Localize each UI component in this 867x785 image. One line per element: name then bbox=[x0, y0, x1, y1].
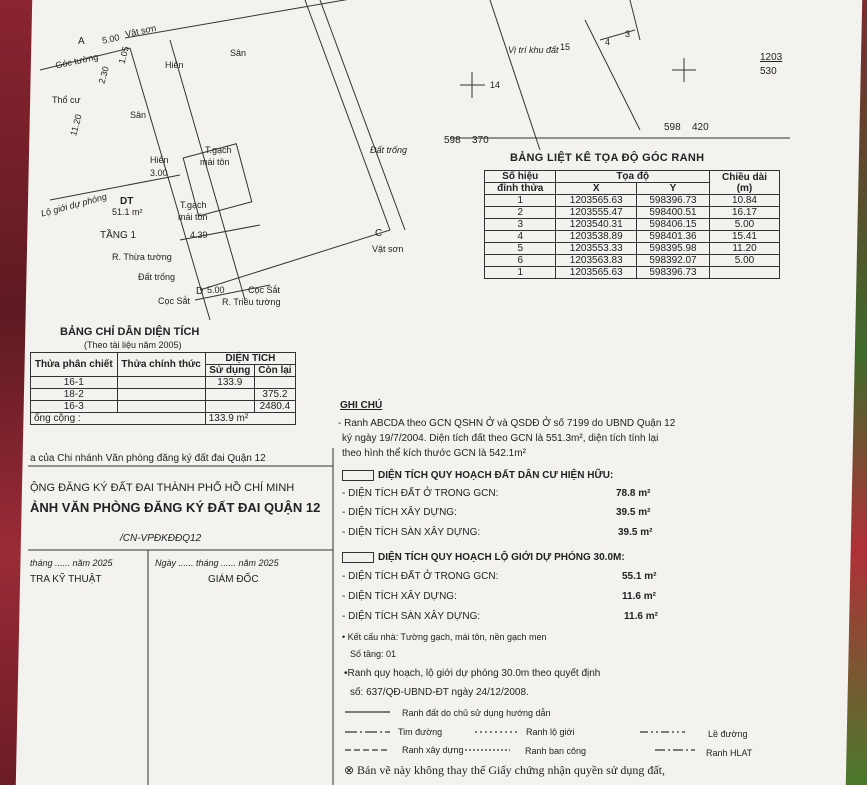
signer-title: GIÁM ĐỐC bbox=[208, 574, 259, 585]
planning-title: DIỆN TÍCH QUY HOẠCH LỘ GIỚI DỰ PHÓNG 30.0M: bbox=[342, 552, 625, 563]
map-label: 5.00 bbox=[101, 32, 121, 46]
office-line: ẢNH VĂN PHÒNG ĐĂNG KÝ ĐẤT ĐAI QUẬN 12 bbox=[30, 500, 321, 515]
map-label: R. Triều tường bbox=[222, 297, 281, 307]
table-row: 1 1203565.63 598396.73 10.84 bbox=[485, 195, 780, 207]
planning-label: - DIỆN TÍCH ĐẤT Ở TRONG GCN: bbox=[342, 488, 499, 499]
grid-coord: 598 bbox=[444, 135, 461, 146]
coord-header: đỉnh thửa bbox=[485, 183, 556, 195]
map-label: Cọc Sắt bbox=[248, 285, 281, 295]
sheet-ref-num: 1203 bbox=[760, 52, 783, 63]
coord-header: X bbox=[556, 183, 637, 195]
map-label: DT bbox=[120, 196, 134, 207]
legend-label: Ranh xây dựng bbox=[402, 745, 464, 755]
map-label: 11.20 bbox=[68, 113, 84, 137]
notes-title: GHI CHÚ bbox=[340, 400, 383, 411]
footer-note: ⊗ Bản vẽ này không thay thế Giấy chứng nhận quyền sử dụng đất, bbox=[344, 763, 665, 777]
parcel-number: 15 bbox=[560, 42, 571, 52]
map-label: 4.39 bbox=[190, 230, 208, 240]
legend-box bbox=[342, 552, 374, 563]
map-label: Hiên bbox=[150, 155, 169, 165]
area-table-title: BẢNG CHỈ DẪN DIỆN TÍCH bbox=[60, 326, 200, 338]
parcel-number: 3 bbox=[625, 29, 631, 39]
note-line: - Ranh ABCDA theo GCN QSHN Ở và QSDĐ Ở số 7199 do UBND Quận 12 bbox=[338, 418, 676, 429]
note-line: ký ngày 19/7/2004. Diện tích đất theo GCN là 551.3m², diện tích tính lại bbox=[342, 433, 659, 444]
table-row: ống cộng : 133.9 m² bbox=[31, 413, 296, 425]
area-table-subtitle: (Theo tài liệu năm 2005) bbox=[84, 340, 182, 350]
grid-coord: 598 bbox=[664, 122, 681, 133]
note-line: số: 637/QĐ-UBND-ĐT ngày 24/12/2008. bbox=[350, 687, 529, 698]
coord-header: Tọa độ bbox=[556, 171, 710, 183]
map-label: Thổ cư bbox=[52, 95, 81, 105]
signer-title: TRA KỸ THUẬT bbox=[30, 574, 102, 585]
planning-value: 39.5 m² bbox=[616, 507, 651, 518]
vertex-label: C bbox=[375, 228, 383, 239]
planning-value: 39.5 m² bbox=[618, 527, 653, 538]
legend-box bbox=[342, 470, 374, 481]
parcel-number: 14 bbox=[490, 80, 501, 90]
signature-frame bbox=[28, 448, 338, 785]
legend-label: Lề đường bbox=[708, 729, 748, 739]
coord-header: Y bbox=[636, 183, 709, 195]
table-row: 2 1203555.47 598400.51 16.17 bbox=[485, 207, 780, 219]
planning-value: 11.6 m² bbox=[622, 591, 656, 602]
legend-label: Tim đường bbox=[398, 727, 443, 737]
table-row: 5 1203553.33 598395.98 11.20 bbox=[485, 243, 780, 255]
legend-label: Ranh đất do chủ sử dụng hướng dẫn bbox=[402, 708, 551, 718]
area-header: Thửa chính thức bbox=[117, 353, 205, 377]
map-label: R. Thừa tường bbox=[112, 252, 172, 262]
legend-label: Ranh lộ giới bbox=[526, 727, 575, 737]
table-row: 18-2 375.2 bbox=[31, 389, 296, 401]
date-line: tháng ...... năm 2025 bbox=[30, 558, 113, 568]
coord-header: Chiều dài (m) bbox=[709, 171, 779, 195]
planning-label: - DIỆN TÍCH SÀN XÂY DỰNG: bbox=[342, 611, 481, 622]
table-row: 4 1203538.89 598401.36 15.41 bbox=[485, 231, 780, 243]
map-label: mái tôn bbox=[178, 212, 208, 222]
planning-label: - DIỆN TÍCH XÂY DỰNG: bbox=[342, 507, 457, 518]
planning-value: 78.8 m² bbox=[616, 488, 651, 499]
map-label: Hiên bbox=[165, 60, 184, 70]
map-label: mái tôn bbox=[200, 157, 230, 167]
legend-label: Ranh HLAT bbox=[706, 748, 753, 758]
area-header: Còn lại bbox=[254, 365, 295, 377]
sheet-ref-den: 530 bbox=[760, 66, 777, 77]
planning-title: DIỆN TÍCH QUY HOẠCH ĐẤT DÂN CƯ HIỆN HỮU: bbox=[342, 470, 613, 481]
coord-table bbox=[484, 170, 780, 279]
map-label: Vật sơn bbox=[372, 244, 404, 254]
note-line: theo hình thể kích thước GCN là 542.1m² bbox=[342, 448, 526, 459]
table-row: 16-3 2480.4 bbox=[31, 401, 296, 413]
vertex-label: D bbox=[196, 286, 204, 297]
planning-label: - DIỆN TÍCH ĐẤT Ở TRONG GCN: bbox=[342, 571, 499, 582]
map-label: Đất trống bbox=[370, 145, 408, 155]
office-line: /CN-VPĐKĐĐQ12 bbox=[120, 533, 202, 544]
area-header: Sử dụng bbox=[205, 365, 254, 377]
note-line: •Ranh quy hoạch, lộ giới dự phóng 30.0m theo quyết định bbox=[344, 668, 601, 679]
coord-table-title: BẢNG LIỆT KÊ TỌA ĐỘ GÓC RANH bbox=[510, 152, 705, 164]
office-line: ỘNG ĐĂNG KÝ ĐẤT ĐAI THÀNH PHỐ HỒ CHÍ MINH bbox=[30, 482, 295, 494]
grid-coord: 370 bbox=[472, 135, 489, 146]
table-row: 3 1203540.31 598406.15 5.00 bbox=[485, 219, 780, 231]
map-label: Đất trống bbox=[138, 272, 176, 282]
map-label: Góc tường bbox=[54, 51, 100, 71]
map-label: TẦNG 1 bbox=[100, 230, 137, 241]
location-map bbox=[440, 0, 800, 150]
map-label: T.gạch bbox=[205, 145, 232, 155]
map-label: 5.00 bbox=[207, 285, 225, 295]
planning-value: 11.6 m² bbox=[624, 611, 658, 622]
note-line: • Kết cấu nhà: Tường gạch, mái tôn, nền gạch men bbox=[342, 632, 547, 642]
parcel-number: 4 bbox=[605, 37, 611, 47]
map-label: Sân bbox=[130, 110, 147, 120]
map-label: 2.30 bbox=[96, 65, 111, 85]
location-label: Vị trí khu đất bbox=[508, 45, 559, 55]
vertex-label: A bbox=[78, 36, 85, 47]
planning-label: - DIỆN TÍCH XÂY DỰNG: bbox=[342, 591, 457, 602]
table-row: 16-1 133.9 bbox=[31, 377, 296, 389]
map-label: Vật sơn bbox=[124, 22, 158, 40]
planning-label: - DIỆN TÍCH SÀN XÂY DỰNG: bbox=[342, 527, 481, 538]
area-table bbox=[30, 352, 296, 425]
table-row: 1 1203565.63 598396.73 bbox=[485, 267, 780, 279]
legend-label: Ranh ban công bbox=[525, 746, 587, 756]
map-label: Lộ giới dự phóng bbox=[39, 191, 108, 219]
planning-value: 55.1 m² bbox=[622, 571, 657, 582]
map-label: 51.1 m² bbox=[112, 207, 143, 217]
grid-coord: 420 bbox=[692, 122, 709, 133]
map-label: 3.00 bbox=[150, 168, 168, 178]
date-line: Ngày ...... tháng ...... năm 2025 bbox=[155, 558, 279, 568]
map-label: Sân bbox=[230, 48, 247, 58]
map-label: 1.05 bbox=[116, 45, 131, 65]
table-row: 6 1203563.83 598392.07 5.00 bbox=[485, 255, 780, 267]
note-line: Số tầng: 01 bbox=[350, 649, 397, 659]
map-label: Cọc Sắt bbox=[158, 296, 191, 306]
coord-header: Số hiệu bbox=[485, 171, 556, 183]
office-line: a của Chi nhánh Văn phòng đăng ký đất đai Quận 12 bbox=[30, 453, 266, 464]
area-header: DIỆN TÍCH bbox=[205, 353, 295, 365]
area-header: Thửa phân chiết bbox=[31, 353, 118, 377]
map-label: T.gạch bbox=[180, 200, 207, 210]
